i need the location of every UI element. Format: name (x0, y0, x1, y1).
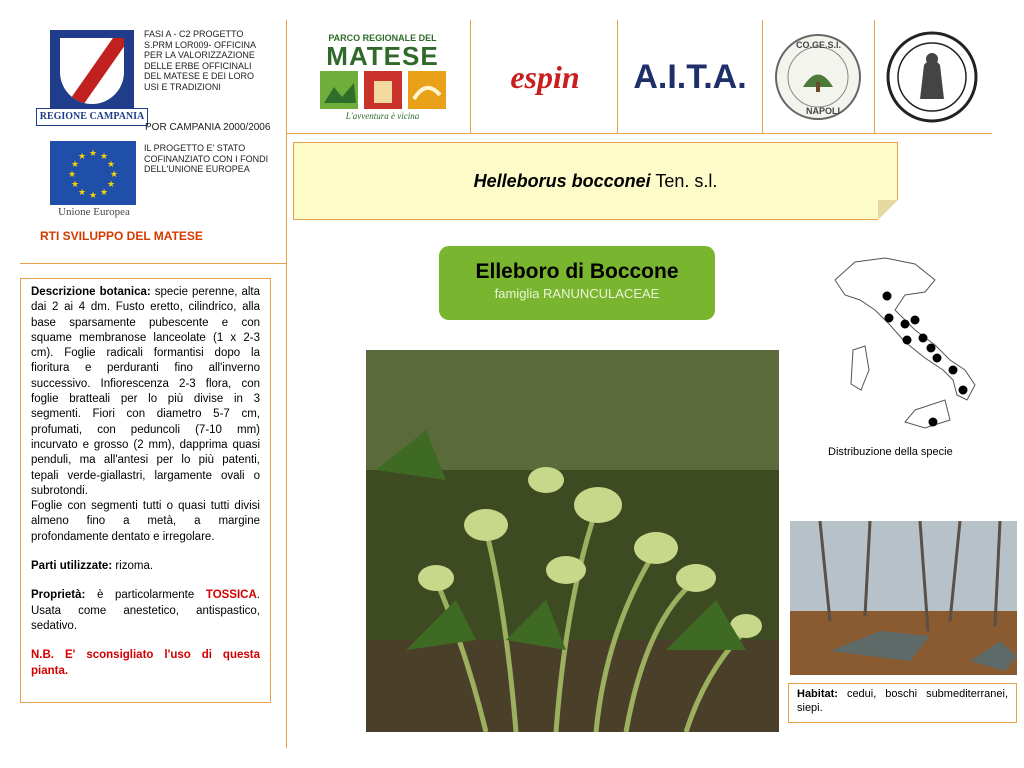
hellebore-photo-image (366, 350, 779, 732)
frame-header-bottom (286, 133, 992, 134)
rti-label: RTI SVILUPPO DEL MATESE (40, 229, 203, 243)
props-text-a: è particolarmente (85, 589, 206, 602)
eu-flag-icon: ★ ★ ★ ★ ★ ★ ★ ★ ★ ★ ★ ★ (50, 141, 136, 205)
props-label: Proprietà: (31, 589, 86, 602)
cogesi-bottom-text: NAPOLI (806, 106, 841, 116)
family-name: famiglia RANUNCULACEAE (494, 286, 660, 301)
university-seal-icon (884, 29, 980, 125)
common-name: Elleboro di Boccone (475, 260, 679, 283)
toxic-warning: TOSSICA (205, 589, 257, 602)
eu-cofinance-text: IL PROGETTO E' STATO COFINANZIATO CON I FONDI DELL'UNIONE EUROPEA (144, 143, 269, 174)
matese-main-text: MATESE (326, 41, 439, 71)
project-text: FASI A - C2 PROGETTO S.PRM LOR009- OFFICINA PER LA VALORIZZAZIONE DELLE ERBE OFFICINALI DEL MATESE E DEI LORO USI E TRADIZIONI (144, 29, 256, 92)
logo-divider-1 (470, 20, 471, 133)
logo-divider-3 (762, 20, 763, 133)
common-name-box (439, 246, 715, 320)
habitat-label: Habitat: (797, 688, 838, 700)
botanical-description (31, 285, 260, 499)
regione-campania-label: REGIONE CAMPANIA (36, 108, 148, 126)
parts-text: rizoma. (112, 560, 154, 573)
botanical-label: Descrizione botanica: (31, 286, 151, 298)
species-author: Ten. s.l. (650, 170, 718, 191)
university-seal-logo (878, 22, 986, 132)
espin-text: espin (510, 58, 580, 95)
page-fold-icon (878, 200, 898, 220)
distribution-map (825, 250, 995, 440)
matese-tagline: L'avventura è vicina (345, 111, 420, 121)
shield-icon (60, 38, 124, 104)
frame-left-divider (20, 263, 286, 264)
logo-divider-4 (874, 20, 875, 133)
frame-vertical-left (286, 20, 287, 748)
aita-logo (625, 22, 755, 132)
espin-logo (480, 22, 610, 132)
habitat-box (788, 683, 1017, 723)
distribution-caption: Distribuzione della specie (828, 446, 953, 458)
forest-photo-image (790, 521, 1017, 675)
italy-map-icon (825, 250, 995, 440)
species-name: Helleborus bocconei (473, 170, 651, 191)
parts-used (31, 559, 260, 574)
aita-text: A.I.T.A. (633, 57, 747, 96)
por-text: POR CAMPANIA 2000/2006 (145, 122, 271, 133)
habitat-text: cedui, boschi submediterranei, siepi. (797, 688, 1008, 714)
eu-label: Unione Europea (58, 206, 130, 218)
properties (31, 588, 260, 634)
matese-top-text: PARCO REGIONALE DEL (328, 33, 437, 43)
plant-photo (366, 350, 779, 732)
nb-warning: N.B. E' sconsigliato l'uso di questa pianta. (31, 649, 260, 677)
leaves-description: Foglie con segmenti tutti o quasi tutti divisi almeno fino a metà, a margine profondamente dentato e irregolare. (31, 500, 260, 543)
title-banner (293, 142, 898, 220)
habitat-photo (790, 521, 1017, 675)
parts-label: Parti utilizzate: (31, 560, 113, 573)
description-box (20, 278, 271, 703)
matese-tiles-icon (318, 69, 448, 111)
logo-divider-2 (617, 20, 618, 133)
cogesi-top-text: CO.GE.S.I. (796, 40, 842, 50)
props-text-b: . Usata come anestetico, antispastico, sedativo. (31, 589, 260, 632)
botanical-text: specie perenne, alta dai 2 ai 4 dm. Fusto eretto, cilindrico, alla base sparsamente pubescente e con squame membranose lanceolate (1 x 2-3 cm). Foglie radicali formantisi dopo la fioritura e perduranti fino all'inverno successivo. Infiorescenza 2-3 flora, con foglie bratteali per lo più divise in 3 segmenti. Fiori con diametro 5-7 cm, profumati, con peduncoli (7-10 mm) incurvato e grosso (2 mm), dapprima quasi penduli, ma all'antesi per lo più patenti, tepali verde-giallastri, largamente ovali o subrotondi. (31, 286, 260, 497)
parco-matese-logo (300, 22, 465, 132)
